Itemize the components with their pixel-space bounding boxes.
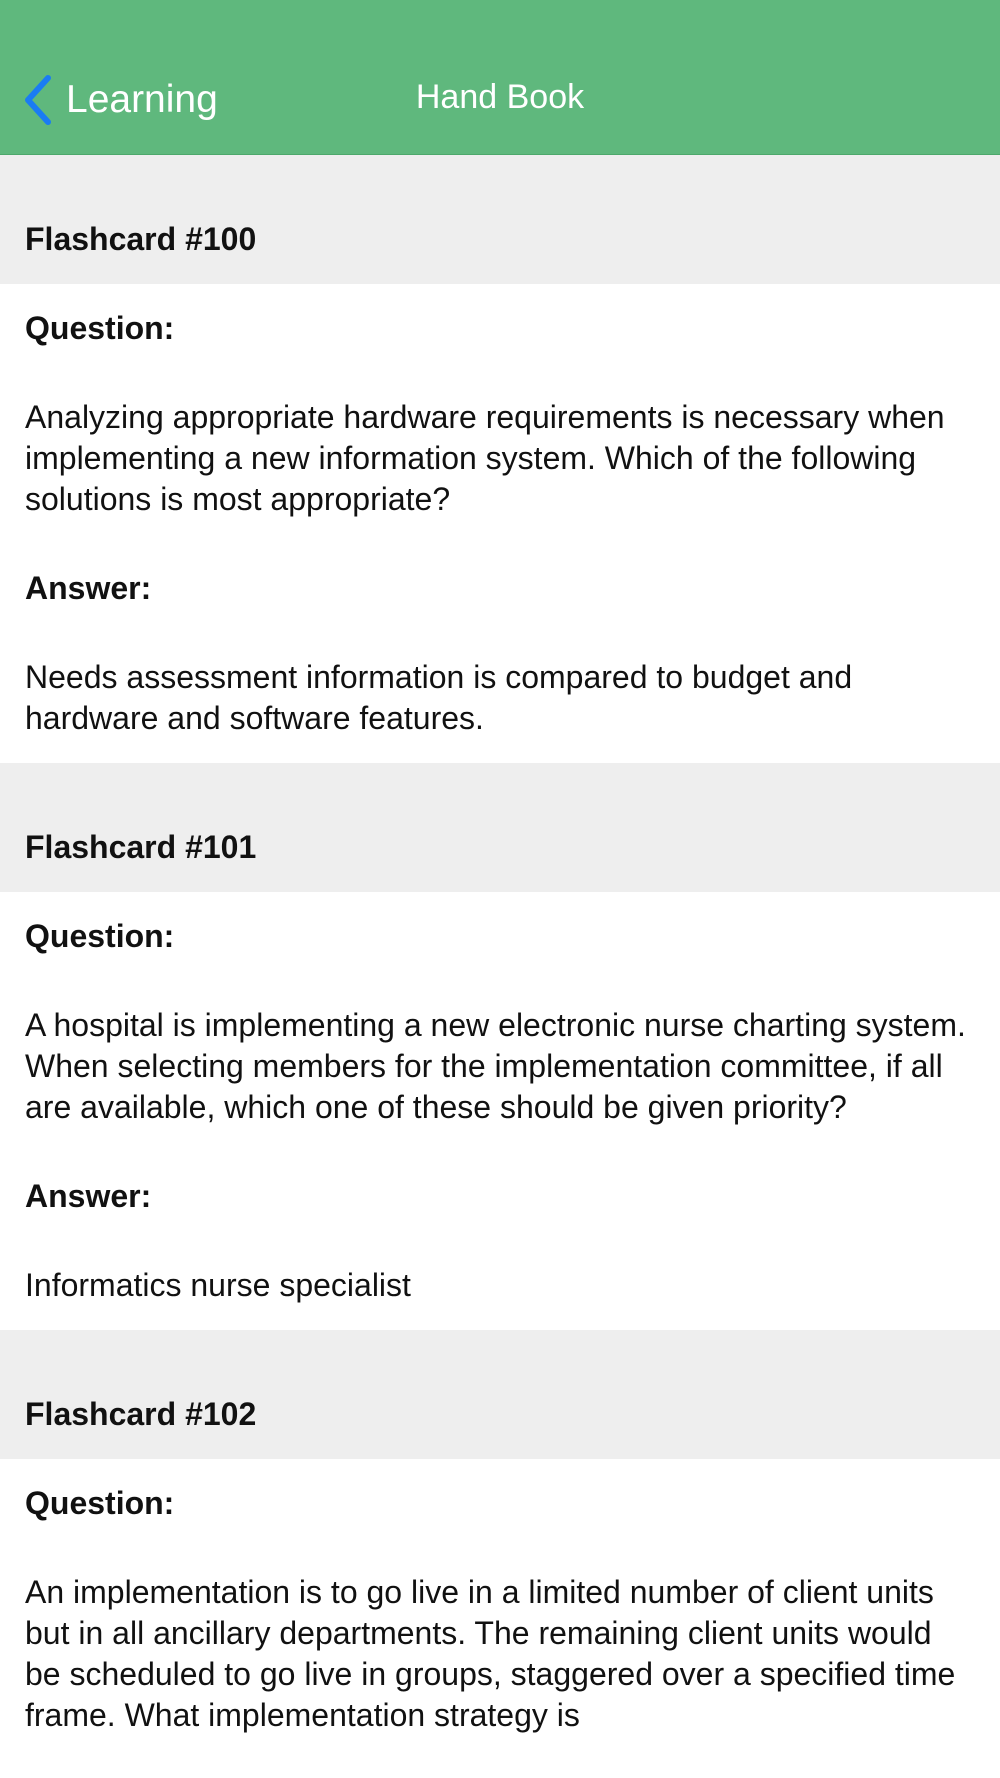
question-label: Question: (25, 918, 175, 954)
flashcard-item (0, 1330, 1000, 1736)
flashcard-body (0, 892, 1000, 1330)
answer-text: Needs assessment information is compared to budget and hardware and software features. (25, 659, 853, 736)
flashcard-title: Flashcard #101 (25, 829, 257, 865)
flashcard-list[interactable] (0, 155, 1000, 1736)
question-text: A hospital is implementing a new electronic nurse charting system. When selecting members for the implementation committee, if all are available, which one of these should be given priority? (25, 1007, 966, 1125)
flashcard-title: Flashcard #100 (25, 221, 257, 257)
back-button-label: Learning (66, 78, 218, 121)
flashcard-header (0, 155, 1000, 284)
flashcard-body (0, 284, 1000, 763)
answer-text: Informatics nurse specialist (25, 1267, 411, 1303)
question-text: Analyzing appropriate hardware requirements is necessary when implementing a new information system. Which of the following solutions is most appropriate? (25, 399, 945, 517)
answer-label: Answer: (25, 1178, 152, 1214)
flashcard-title: Flashcard #102 (25, 1396, 257, 1432)
flashcard-item (0, 763, 1000, 1330)
navigation-bar (0, 0, 1000, 155)
flashcard-item (0, 155, 1000, 763)
question-text: An implementation is to go live in a limited number of client units but in all ancillary departments. The remaining client units would be scheduled to go live in groups, staggered over a specified time frame. What implementation strategy is (25, 1574, 956, 1733)
page-title: Hand Book (415, 78, 585, 116)
question-label: Question: (25, 310, 175, 346)
flashcard-body (0, 1459, 1000, 1736)
answer-label: Answer: (25, 570, 152, 606)
flashcard-header (0, 763, 1000, 892)
question-label: Question: (25, 1485, 175, 1521)
flashcard-header (0, 1330, 1000, 1459)
